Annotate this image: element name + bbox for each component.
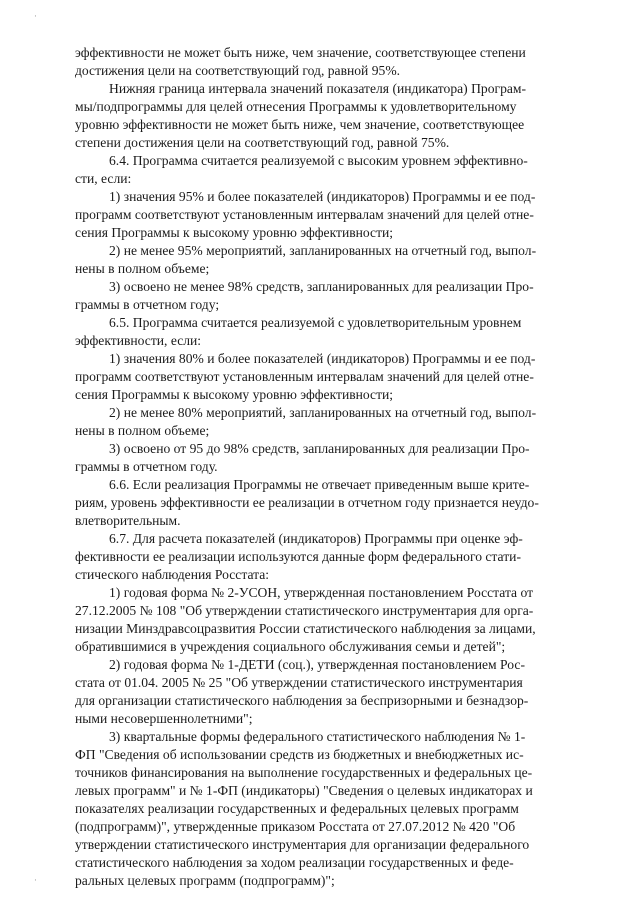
paragraph-6-7: 6.7. Для расчета показателей (индикаторов) Программы при оценке эф- фективности ее реализации используются данные форм федерального стати- стического наблюдения Росстата: <box>75 531 523 582</box>
list-item-6-4-2: 2) не менее 95% мероприятий, запланированных на отчетный год, выпол- нены в полном объеме; <box>75 243 537 276</box>
paragraph-continuation: эффективности не может быть ниже, чем значение, соответствующее степени достижения цели на соответствующий год, равной 95%. <box>75 45 526 78</box>
list-item-6-4-1: 1) значения 95% и более показателей (индикаторов) Программы и ее под- программ соответствуют установленным интервалам значений для целей отне- сения Программы к высокому уровню эффективности; <box>75 189 536 240</box>
scan-mark-top: · <box>34 12 37 22</box>
list-item-6-5-1: 1) значения 80% и более показателей (индикаторов) Программы и ее под- программ соответствуют установленным интервалам значений для целей отне- сения Программы к высокому уровню эффективности; <box>75 351 536 402</box>
list-item-6-5-3: 3) освоено от 95 до 98% средств, запланированных для реализации Про- граммы в отчетном году. <box>75 441 530 474</box>
paragraph-6-5: 6.5. Программа считается реализуемой с удовлетворительным уровнем эффективности, если: <box>75 315 522 348</box>
list-item-6-7-3: 3) квартальные формы федерального статистического наблюдения № 1- ФП "Сведения об использовании средств из бюджетных и внебюджетных ис- точников финансирования на выполнение государственных и федеральных це- левых программ" и № 1-ФП (индикаторы) "Сведения о целевых индикаторах и показателях реализации государственных и федеральных целевых программ (подпрограмм)", утвержденные приказом Росстата от 27.07.2012 № 420 "Об утверждении статистического инструментария для организации федерального статистического наблюдения за ходом реализации государственных и феде- ральных целевых программ (подпрограмм)"; <box>75 729 533 888</box>
paragraph-6-6: 6.6. Если реализация Программы не отвечает приведенным выше крите- риям, уровень эффективности ее реализации в отчетном году признается неудо- влетворительным. <box>75 477 539 528</box>
list-item-6-4-3: 3) освоено не менее 98% средств, запланированных для реализации Про- граммы в отчетном году; <box>75 279 534 312</box>
list-item-6-7-1: 1) годовая форма № 2-УСОН, утвержденная постановлением Росстата от 27.12.2005 № 108 "Об утверждении статистического инструментария для орга- низации Минздравсоцразвития России статистического наблюдения за лицами, обратившимися в учреждения социального обслуживания семьи и детей"; <box>75 585 536 654</box>
list-item-6-5-2: 2) не менее 80% мероприятий, запланированных на отчетный год, выпол- нены в полном объеме; <box>75 405 537 438</box>
list-item-6-7-2: 2) годовая форма № 1-ДЕТИ (соц.), утвержденная постановлением Рос- стата от 01.04. 2005 № 25 "Об утверждении статистического инструментария для организации статистического наблюдения за беспризорными и безнадзор- ными несовершеннолетними"; <box>75 657 529 726</box>
paragraph-lower-bound: Нижняя граница интервала значений показателя (индикатора) Програм- мы/подпрограммы для целей отнесения Программы к удовлетворительному уровню эффективности не может быть ниже, чем значение, соответствующее степени достижения цели на соответствующий год, равной 75%. <box>75 81 527 150</box>
document-page <box>75 44 590 890</box>
paragraph-6-4: 6.4. Программа считается реализуемой с высоким уровнем эффективно- сти, если: <box>75 153 528 186</box>
scan-mark-bottom: · <box>34 876 37 886</box>
